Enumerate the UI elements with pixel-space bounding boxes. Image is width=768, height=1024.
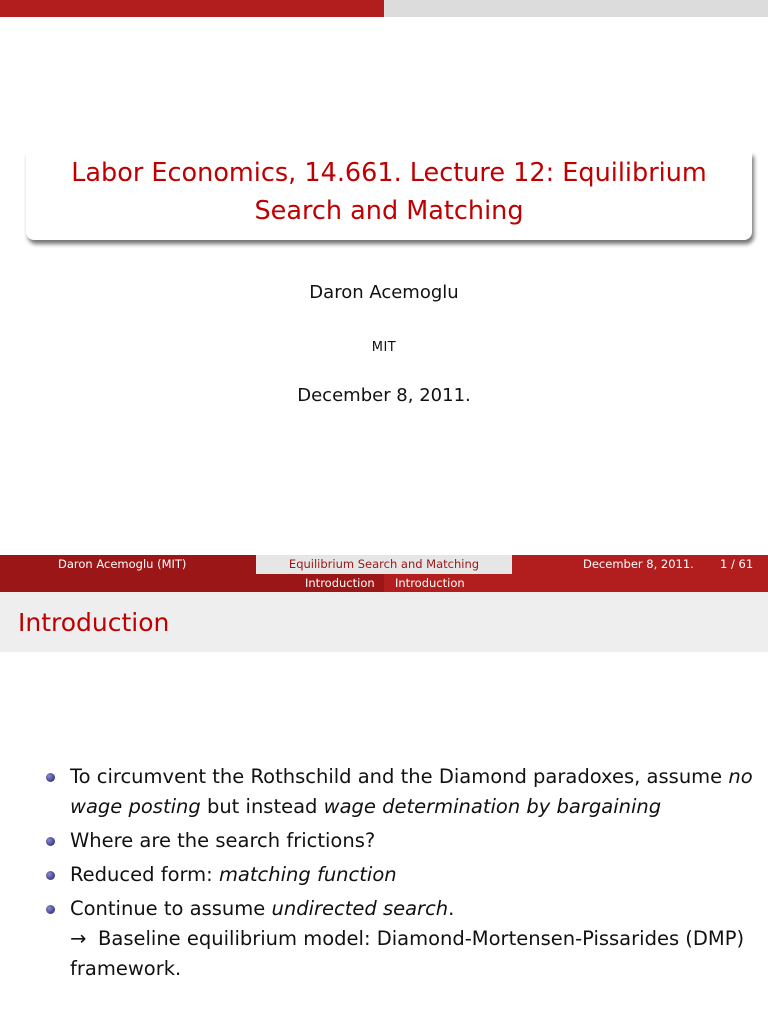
top-progress-bar-red: [0, 0, 384, 17]
presentation-date: December 8, 2011.: [297, 385, 471, 406]
frame-title: Introduction: [18, 608, 170, 637]
right-arrow-icon: →: [70, 927, 87, 950]
author: Daron Acemoglu: [309, 282, 459, 303]
bullet-list: [0, 762, 768, 988]
top-progress-bar-grey: [384, 0, 768, 17]
section-nav-right: [384, 574, 768, 592]
presentation-title: [26, 154, 752, 230]
title-line-2: Search and Matching: [254, 196, 524, 226]
institute: MIT: [371, 340, 397, 355]
section-nav-left: [0, 574, 384, 592]
bullet-icon: [46, 905, 55, 914]
nav-subsection-link[interactable]: Introduction: [395, 576, 465, 590]
bullet-icon: [46, 871, 55, 880]
footer-title[interactable]: Equilibrium Search and Matching: [256, 555, 512, 574]
footer-author: Daron Acemoglu (MIT): [58, 557, 187, 571]
footer-page-number: 1 / 61: [720, 557, 754, 571]
title-line-1: Labor Economics, 14.661. Lecture 12: Equilibrium: [71, 158, 707, 188]
footer: [0, 555, 768, 574]
bullet-icon: [46, 837, 55, 846]
list-item: Reduced form: matching function: [0, 860, 768, 890]
list-item: Continue to assume undirected search. → Baseline equilibrium model: Diamond-Mortensen-Pissarides (DMP) framework.: [0, 894, 768, 984]
list-item: To circumvent the Rothschild and the Diamond paradoxes, assume no wage posting but instead wage determination by bargaining: [0, 762, 768, 822]
footer-left: [0, 555, 256, 574]
footer-date: December 8, 2011.: [583, 557, 694, 571]
bullet-icon: [46, 773, 55, 782]
nav-section-link[interactable]: Introduction: [305, 576, 375, 590]
list-item: Where are the search frictions?: [0, 826, 768, 856]
